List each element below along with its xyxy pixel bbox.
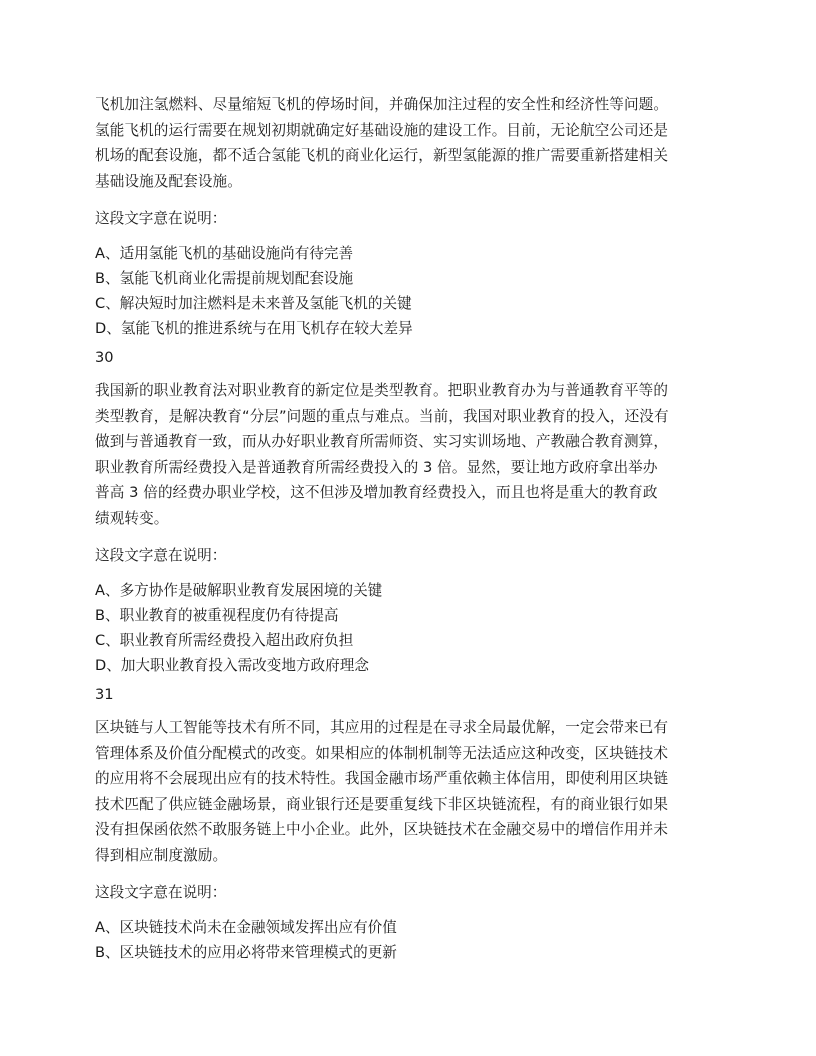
question-block-29: [95, 92, 727, 341]
passage-line: 技术匹配了供应链金融场景，商业银行还是要重复线下非区块链流程，有的商业银行如果: [95, 795, 669, 813]
option-a: A、适用氢能飞机的基础设施尚有待完善: [95, 245, 354, 262]
option-d: D、加大职业教育投入需改变地方政府理念: [95, 657, 369, 674]
passage-line: 绩观转变。: [95, 509, 169, 527]
option-d: D、氢能飞机的推进系统与在用飞机存在较大差异: [95, 320, 413, 337]
passage-line: 基础设施及配套设施。: [95, 172, 242, 190]
option-a: A、区块链技术尚未在金融领域发挥出应有价值: [95, 919, 397, 936]
passage-line: 飞机加注氢燃料、尽量缩短飞机的停场时间，并确保加注过程的安全性和经济性等问题。: [95, 96, 669, 113]
option-b: B、职业教育的被重视程度仍有待提高: [95, 607, 339, 624]
option-a: A、多方协作是破解职业教育发展困境的关键: [95, 582, 383, 599]
passage-line: 没有担保函依然不敢服务链上中小企业。此外，区块链技术在金融交易中的增信作用并未: [95, 821, 669, 838]
passage-line: 做到与普通教育一致，而从办好职业教育所需师资、实习实训场地、产教融合教育测算，: [95, 433, 669, 450]
question-prompt: 这段文字意在说明：: [95, 210, 227, 227]
passage-line: 氢能飞机的运行需要在规划初期就确定好基础设施的建设工作。目前，无论航空公司还是: [95, 121, 669, 139]
option-c: C、解决短时加注燃料是未来普及氢能飞机的关键: [95, 295, 412, 312]
passage-line: 管理体系及价值分配模式的改变。如果相应的体制机制等无法适应这种改变，区块链技术: [95, 744, 669, 762]
question-number: 30: [95, 349, 114, 366]
question-block-30: [95, 345, 727, 678]
passage-line: 的应用将不会展现出应有的技术特性。我国金融市场严重依赖主体信用，即使利用区块链: [95, 770, 669, 787]
question-number: 31: [95, 686, 114, 703]
passage-line: 类型教育，是解决教育“分层”问题的重点与难点。当前，我国对职业教育的投入，还没有: [95, 407, 669, 425]
passage: [95, 92, 727, 194]
passage-line: 区块链与人工智能等技术有所不同，其应用的过程是在寻求全局最优解，一定会带来已有: [95, 719, 669, 736]
passage-line: 普高 3 倍的经费办职业学校，这不但涉及增加教育经费投入，而且也将是重大的教育政: [95, 484, 658, 501]
question-block-31: [95, 682, 727, 965]
question-prompt: 这段文字意在说明：: [95, 884, 227, 901]
passage: [95, 715, 727, 868]
option-b: B、氢能飞机商业化需提前规划配套设施: [95, 270, 354, 287]
passage-line: 机场的配套设施，都不适合氢能飞机的商业化运行，新型氢能源的推广需要重新搭建相关: [95, 147, 669, 164]
question-prompt: 这段文字意在说明：: [95, 547, 227, 564]
option-c: C、职业教育所需经费投入超出政府负担: [95, 632, 354, 649]
option-b: B、区块链技术的应用必将带来管理模式的更新: [95, 944, 397, 961]
passage-line: 我国新的职业教育法对职业教育的新定位是类型教育。把职业教育办为与普通教育平等的: [95, 382, 669, 399]
passage-line: 职业教育所需经费投入是普通教育所需经费投入的 3 倍。显然，要让地方政府拿出举办: [95, 458, 658, 476]
passage: [95, 378, 727, 531]
passage-line: 得到相应制度激励。: [95, 846, 228, 864]
document-content: [95, 92, 727, 965]
